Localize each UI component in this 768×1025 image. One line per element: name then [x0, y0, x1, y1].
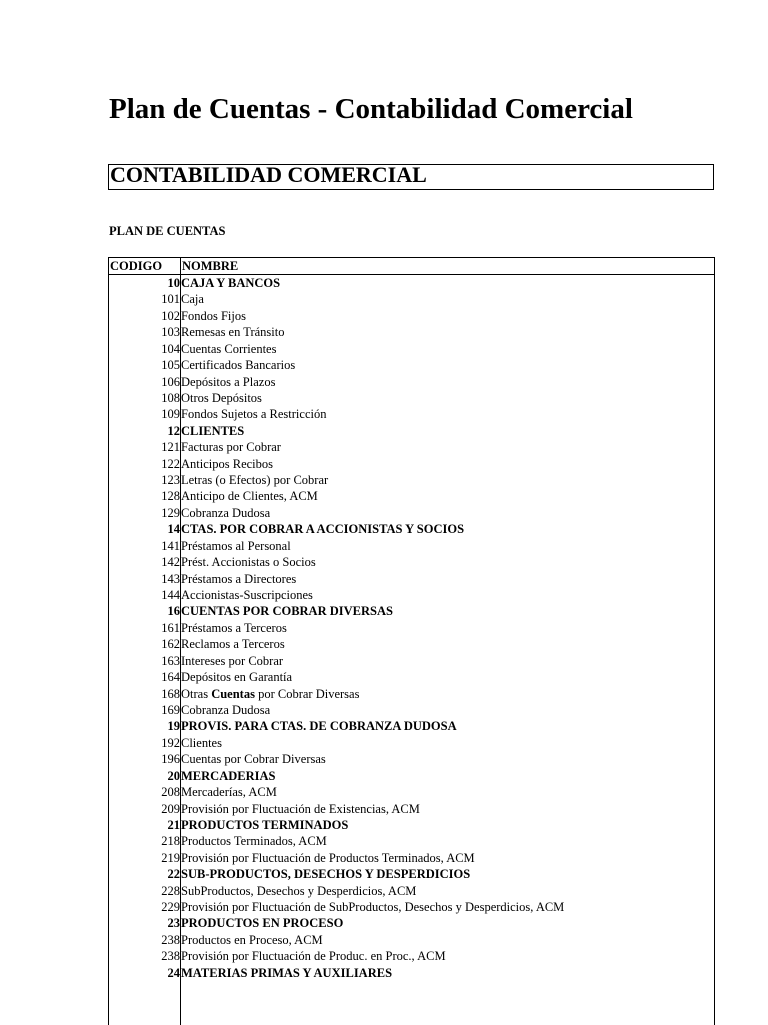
- account-row: [109, 833, 714, 849]
- account-code: 106: [161, 374, 180, 389]
- account-name: PRODUCTOS TERMINADOS: [181, 817, 349, 832]
- account-name: CUENTAS POR COBRAR DIVERSAS: [181, 604, 393, 619]
- account-name: Préstamos a Terceros: [181, 620, 287, 635]
- account-row: [109, 554, 714, 570]
- account-name: SUB-PRODUCTOS, DESECHOS Y DESPERDICIOS: [181, 867, 471, 882]
- account-code: 208: [161, 785, 180, 800]
- account-name: SubProductos, Desechos y Desperdicios, ACM: [181, 883, 417, 898]
- account-name: Certificados Bancarios: [181, 358, 296, 373]
- account-code: 21: [167, 817, 180, 832]
- header-code: CODIGO: [110, 259, 163, 273]
- account-row: [109, 472, 714, 488]
- account-code: 16: [167, 604, 180, 619]
- account-row: [109, 620, 714, 636]
- account-name: Anticipo de Clientes, ACM: [181, 489, 318, 504]
- account-name: Provisión por Fluctuación de Existencias, ACM: [181, 801, 420, 816]
- account-group-row: [109, 866, 714, 882]
- account-name: Depósitos a Plazos: [181, 374, 276, 389]
- account-row: [109, 324, 714, 340]
- account-name: CAJA Y BANCOS: [181, 276, 281, 290]
- account-name: Mercaderías, ACM: [181, 785, 277, 800]
- account-name-part: Cuentas: [211, 686, 255, 701]
- account-row: [109, 456, 714, 472]
- section-label: PLAN DE CUENTAS: [109, 224, 226, 238]
- account-code: 102: [161, 308, 180, 323]
- account-code: 129: [161, 505, 180, 520]
- accounts-table: [108, 257, 715, 1025]
- account-group-row: [109, 275, 714, 291]
- account-code: 141: [161, 538, 180, 553]
- account-row: [109, 702, 714, 718]
- account-name: Anticipos Recibos: [181, 456, 274, 471]
- account-row: [109, 571, 714, 587]
- account-name: Caja: [181, 292, 204, 307]
- account-row: [109, 653, 714, 669]
- account-code: 192: [161, 735, 180, 750]
- account-code: 108: [161, 390, 180, 405]
- account-name: Remesas en Tránsito: [181, 325, 285, 340]
- document-title: Plan de Cuentas - Contabilidad Comercial: [109, 93, 633, 125]
- account-name: Intereses por Cobrar: [181, 653, 284, 668]
- account-group-row: [109, 817, 714, 833]
- account-name: Letras (o Efectos) por Cobrar: [181, 473, 329, 488]
- account-name: Provisión por Fluctuación de Productos Terminados, ACM: [181, 850, 475, 865]
- account-code: 209: [161, 801, 180, 816]
- account-name-part: Otras: [181, 686, 212, 701]
- account-name: Otros Depósitos: [181, 390, 262, 405]
- account-name: Fondos Fijos: [181, 308, 246, 323]
- account-name: CTAS. POR COBRAR A ACCIONISTAS Y SOCIOS: [181, 522, 465, 537]
- account-code: 122: [161, 456, 180, 471]
- header-name: NOMBRE: [182, 259, 239, 273]
- account-group-row: [109, 915, 714, 931]
- account-row: [109, 505, 714, 521]
- account-name: Depósitos en Garantía: [181, 670, 293, 685]
- account-row: [109, 735, 714, 751]
- account-row: [109, 406, 714, 422]
- subtitle-text: CONTABILIDAD COMERCIAL: [110, 162, 427, 187]
- account-code: 196: [161, 752, 180, 767]
- account-name: Accionistas-Suscripciones: [181, 588, 313, 603]
- account-name: Préstamos al Personal: [181, 538, 291, 553]
- account-name: Clientes: [181, 735, 222, 750]
- account-row: [109, 390, 714, 406]
- account-code: 20: [167, 768, 180, 783]
- account-code: 168: [161, 686, 180, 701]
- account-row: [109, 357, 714, 373]
- account-group-row: [109, 603, 714, 619]
- account-name-part: por Cobrar Diversas: [254, 686, 360, 701]
- account-row: [109, 784, 714, 800]
- account-row: [109, 488, 714, 504]
- account-code: 24: [167, 965, 180, 980]
- account-code: 228: [161, 883, 180, 898]
- account-name: PRODUCTOS EN PROCESO: [181, 916, 344, 931]
- account-code: 19: [167, 719, 180, 734]
- account-row: [109, 948, 714, 964]
- account-name: Prést. Accionistas o Socios: [181, 555, 316, 570]
- account-row: [109, 308, 714, 324]
- subtitle-box: [108, 164, 714, 190]
- account-code: 101: [161, 292, 180, 307]
- account-code: 238: [161, 932, 180, 947]
- account-row: [109, 899, 714, 915]
- account-code: 104: [161, 341, 180, 356]
- account-code: 218: [161, 834, 180, 849]
- table-body: [109, 275, 714, 981]
- account-code: 161: [161, 620, 180, 635]
- account-row: [109, 669, 714, 685]
- account-group-row: [109, 768, 714, 784]
- account-name: [181, 686, 359, 702]
- account-code: 10: [167, 276, 180, 290]
- account-code: 143: [161, 571, 180, 586]
- account-code: 142: [161, 555, 180, 570]
- account-code: 163: [161, 653, 180, 668]
- table-header-row: [109, 258, 714, 275]
- account-row: [109, 932, 714, 948]
- account-name: Provisión por Fluctuación de SubProductos, Desechos y Desperdicios, ACM: [181, 900, 565, 915]
- account-code: 229: [161, 900, 180, 915]
- account-code: 23: [167, 916, 180, 931]
- account-row: [109, 636, 714, 652]
- account-row: [109, 801, 714, 817]
- account-row: [109, 538, 714, 554]
- account-name: Cobranza Dudosa: [181, 505, 271, 520]
- account-row: [109, 850, 714, 866]
- account-code: 109: [161, 407, 180, 422]
- account-name: Fondos Sujetos a Restricción: [181, 407, 327, 422]
- account-code: 169: [161, 702, 180, 717]
- account-code: 219: [161, 850, 180, 865]
- account-row: [109, 751, 714, 767]
- account-name: Cuentas Corrientes: [181, 341, 277, 356]
- account-code: 162: [161, 637, 180, 652]
- account-name: Productos en Proceso, ACM: [181, 932, 323, 947]
- account-name: PROVIS. PARA CTAS. DE COBRANZA DUDOSA: [181, 719, 457, 734]
- account-group-row: [109, 521, 714, 537]
- account-code: 128: [161, 489, 180, 504]
- account-code: 105: [161, 358, 180, 373]
- account-code: 121: [161, 440, 180, 455]
- account-code: 103: [161, 325, 180, 340]
- account-row: [109, 587, 714, 603]
- account-code: 123: [161, 473, 180, 488]
- account-group-row: [109, 423, 714, 439]
- account-name: Reclamos a Terceros: [181, 637, 285, 652]
- account-code: 14: [167, 522, 180, 537]
- account-group-row: [109, 965, 714, 981]
- account-name: MATERIAS PRIMAS Y AUXILIARES: [181, 965, 393, 980]
- account-name: CLIENTES: [181, 423, 245, 438]
- account-row: [109, 374, 714, 390]
- account-name: MERCADERIAS: [181, 768, 276, 783]
- account-name: Provisión por Fluctuación de Produc. en Proc., ACM: [181, 949, 446, 964]
- account-name: Productos Terminados, ACM: [181, 834, 327, 849]
- account-name: Facturas por Cobrar: [181, 440, 281, 455]
- account-row: [109, 291, 714, 307]
- account-code: 12: [167, 423, 180, 438]
- account-code: 164: [161, 670, 180, 685]
- account-row: [109, 883, 714, 899]
- account-code: 22: [167, 867, 180, 882]
- account-name: Préstamos a Directores: [181, 571, 297, 586]
- account-row: [109, 439, 714, 455]
- account-row: [109, 341, 714, 357]
- account-name: Cuentas por Cobrar Diversas: [181, 752, 326, 767]
- account-group-row: [109, 718, 714, 734]
- account-name: Cobranza Dudosa: [181, 702, 271, 717]
- account-code: 144: [161, 588, 180, 603]
- account-code: 238: [161, 949, 180, 964]
- account-row: [109, 686, 714, 702]
